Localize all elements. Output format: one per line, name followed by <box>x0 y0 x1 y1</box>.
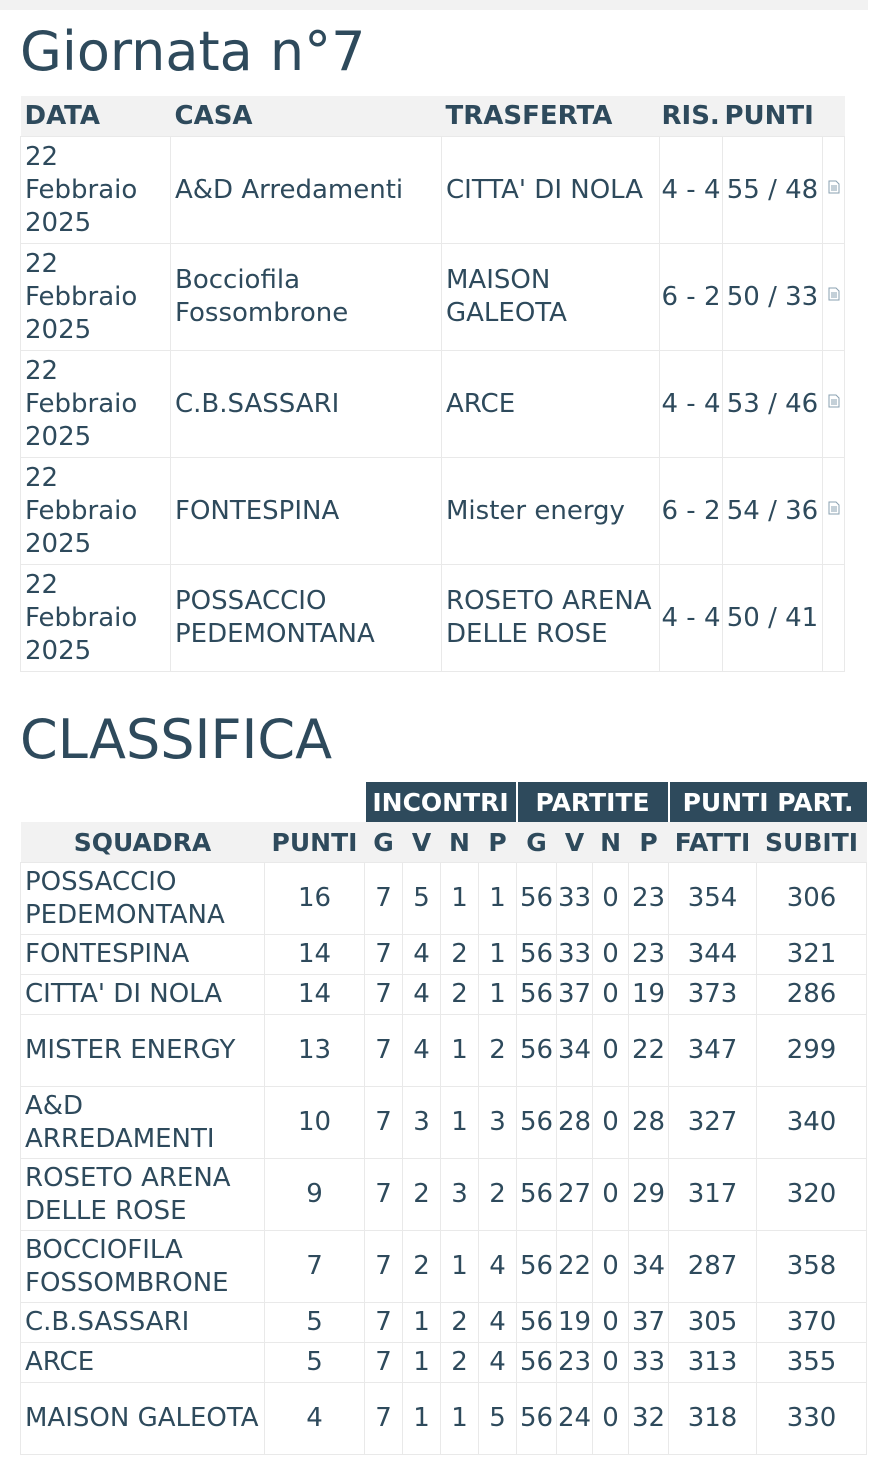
table-row <box>21 1159 867 1231</box>
table-row <box>21 1383 867 1455</box>
stat-punti: 16 <box>265 863 365 935</box>
home-team: FONTESPINA <box>171 458 442 565</box>
match-points: 54 / 36 <box>723 458 823 565</box>
header-squadra: SQUADRA <box>21 822 265 863</box>
header-ris: RIS. <box>660 96 723 137</box>
fixtures-header-row <box>21 96 845 137</box>
header-data: DATA <box>21 96 171 137</box>
group-header-row <box>21 782 867 822</box>
stat-punti: 14 <box>265 975 365 1015</box>
document-icon[interactable] <box>823 137 845 244</box>
stat-g: 7 <box>365 1231 403 1303</box>
stat-subiti: 330 <box>757 1383 867 1455</box>
stat-pp: 19 <box>629 975 669 1015</box>
stat-p: 4 <box>479 1343 517 1383</box>
stat-g: 7 <box>365 1383 403 1455</box>
stat-pv: 33 <box>557 863 593 935</box>
stat-pv: 27 <box>557 1159 593 1231</box>
away-team: ARCE <box>442 351 660 458</box>
stat-p: 5 <box>479 1383 517 1455</box>
stat-v: 4 <box>403 975 441 1015</box>
stat-pn: 0 <box>593 935 629 975</box>
group-partite: PARTITE <box>517 782 669 822</box>
stat-g: 7 <box>365 1343 403 1383</box>
group-empty <box>21 782 265 822</box>
match-points: 53 / 46 <box>723 351 823 458</box>
header-fatti: FATTI <box>669 822 757 863</box>
stat-pn: 0 <box>593 1087 629 1159</box>
stat-g: 7 <box>365 1015 403 1087</box>
team-name: C.B.SASSARI <box>21 1303 265 1343</box>
stat-v: 4 <box>403 1015 441 1087</box>
team-name: ARCE <box>21 1343 265 1383</box>
stat-n: 1 <box>441 863 479 935</box>
stat-g: 7 <box>365 1159 403 1231</box>
stat-pn: 0 <box>593 1015 629 1087</box>
stat-pg: 56 <box>517 1087 557 1159</box>
stat-fatti: 344 <box>669 935 757 975</box>
table-row <box>21 935 867 975</box>
stat-pp: 34 <box>629 1231 669 1303</box>
stat-punti: 5 <box>265 1303 365 1343</box>
home-team: A&D Arredamenti <box>171 137 442 244</box>
stat-n: 3 <box>441 1159 479 1231</box>
stat-g: 7 <box>365 1303 403 1343</box>
stat-p: 4 <box>479 1231 517 1303</box>
stat-v: 1 <box>403 1343 441 1383</box>
match-points: 50 / 33 <box>723 244 823 351</box>
stat-fatti: 327 <box>669 1087 757 1159</box>
document-icon[interactable] <box>823 458 845 565</box>
stat-pp: 22 <box>629 1015 669 1087</box>
table-row <box>21 458 845 565</box>
stat-v: 2 <box>403 1231 441 1303</box>
header-p: P <box>479 822 517 863</box>
home-team: Bocciofila Fossombrone <box>171 244 442 351</box>
header-pg: G <box>517 822 557 863</box>
stat-subiti: 321 <box>757 935 867 975</box>
away-team: ROSETO ARENA DELLE ROSE <box>442 565 660 672</box>
table-row <box>21 975 867 1015</box>
match-result: 4 - 4 <box>660 565 723 672</box>
stat-pg: 56 <box>517 1231 557 1303</box>
stat-pn: 0 <box>593 975 629 1015</box>
stat-v: 3 <box>403 1087 441 1159</box>
stat-n: 1 <box>441 1383 479 1455</box>
stat-subiti: 358 <box>757 1231 867 1303</box>
stat-fatti: 313 <box>669 1343 757 1383</box>
stat-p: 1 <box>479 863 517 935</box>
header-casa: CASA <box>171 96 442 137</box>
stat-pp: 28 <box>629 1087 669 1159</box>
stat-fatti: 347 <box>669 1015 757 1087</box>
stat-subiti: 355 <box>757 1343 867 1383</box>
team-name: MISTER ENERGY <box>21 1015 265 1087</box>
header-g: G <box>365 822 403 863</box>
stat-fatti: 287 <box>669 1231 757 1303</box>
header-subiti: SUBITI <box>757 822 867 863</box>
stat-pg: 56 <box>517 975 557 1015</box>
stat-pn: 0 <box>593 1231 629 1303</box>
stat-pv: 33 <box>557 935 593 975</box>
stat-n: 2 <box>441 935 479 975</box>
away-team: CITTA' DI NOLA <box>442 137 660 244</box>
stat-pp: 23 <box>629 863 669 935</box>
stat-pv: 19 <box>557 1303 593 1343</box>
header-punti: PUNTI <box>265 822 365 863</box>
stat-pg: 56 <box>517 1015 557 1087</box>
group-incontri: INCONTRI <box>365 782 517 822</box>
stat-punti: 7 <box>265 1231 365 1303</box>
table-row <box>21 1343 867 1383</box>
match-result: 6 - 2 <box>660 244 723 351</box>
stat-subiti: 340 <box>757 1087 867 1159</box>
empty-cell <box>823 565 845 672</box>
stat-punti: 9 <box>265 1159 365 1231</box>
stat-fatti: 318 <box>669 1383 757 1455</box>
stat-g: 7 <box>365 975 403 1015</box>
stat-pn: 0 <box>593 1343 629 1383</box>
stat-pv: 37 <box>557 975 593 1015</box>
match-result: 4 - 4 <box>660 351 723 458</box>
stat-p: 1 <box>479 975 517 1015</box>
match-date: 22 Febbraio 2025 <box>21 565 171 672</box>
stat-n: 1 <box>441 1231 479 1303</box>
stat-p: 3 <box>479 1087 517 1159</box>
stat-fatti: 317 <box>669 1159 757 1231</box>
stat-pg: 56 <box>517 935 557 975</box>
match-date: 22 Febbraio 2025 <box>21 351 171 458</box>
group-empty <box>265 782 365 822</box>
stat-p: 2 <box>479 1159 517 1231</box>
standings-header-row <box>21 822 867 863</box>
stat-pp: 29 <box>629 1159 669 1231</box>
stat-pv: 23 <box>557 1343 593 1383</box>
header-punti: PUNTI <box>723 96 823 137</box>
stat-pg: 56 <box>517 863 557 935</box>
stat-pp: 23 <box>629 935 669 975</box>
stat-v: 4 <box>403 935 441 975</box>
match-points: 55 / 48 <box>723 137 823 244</box>
stat-v: 5 <box>403 863 441 935</box>
stat-p: 4 <box>479 1303 517 1343</box>
stat-pp: 33 <box>629 1343 669 1383</box>
stat-pn: 0 <box>593 1383 629 1455</box>
header-v: V <box>403 822 441 863</box>
match-result: 6 - 2 <box>660 458 723 565</box>
stat-subiti: 286 <box>757 975 867 1015</box>
home-team: C.B.SASSARI <box>171 351 442 458</box>
stat-n: 1 <box>441 1015 479 1087</box>
stat-subiti: 306 <box>757 863 867 935</box>
stat-g: 7 <box>365 935 403 975</box>
stat-v: 2 <box>403 1159 441 1231</box>
stat-punti: 5 <box>265 1343 365 1383</box>
match-date: 22 Febbraio 2025 <box>21 137 171 244</box>
table-row <box>21 565 845 672</box>
stat-punti: 10 <box>265 1087 365 1159</box>
match-points: 50 / 41 <box>723 565 823 672</box>
standings-table <box>20 782 867 1455</box>
table-row <box>21 1303 867 1343</box>
header-empty <box>823 96 845 137</box>
stat-fatti: 354 <box>669 863 757 935</box>
table-row <box>21 351 845 458</box>
stat-g: 7 <box>365 863 403 935</box>
stat-pv: 24 <box>557 1383 593 1455</box>
stat-g: 7 <box>365 1087 403 1159</box>
fixtures-table <box>20 96 845 672</box>
stat-p: 2 <box>479 1015 517 1087</box>
stat-pg: 56 <box>517 1159 557 1231</box>
stat-subiti: 320 <box>757 1159 867 1231</box>
header-pn: N <box>593 822 629 863</box>
team-name: BOCCIOFILA FOSSOMBRONE <box>21 1231 265 1303</box>
header-n: N <box>441 822 479 863</box>
header-trasferta: TRASFERTA <box>442 96 660 137</box>
table-row <box>21 137 845 244</box>
stat-fatti: 305 <box>669 1303 757 1343</box>
stat-subiti: 299 <box>757 1015 867 1087</box>
table-row <box>21 863 867 935</box>
stat-pp: 32 <box>629 1383 669 1455</box>
table-row <box>21 244 845 351</box>
stat-pn: 0 <box>593 863 629 935</box>
classifica-title: CLASSIFICA <box>20 708 333 771</box>
top-bar <box>0 0 868 10</box>
stat-n: 2 <box>441 975 479 1015</box>
match-date: 22 Febbraio 2025 <box>21 458 171 565</box>
stat-punti: 4 <box>265 1383 365 1455</box>
stat-n: 2 <box>441 1303 479 1343</box>
stat-pv: 28 <box>557 1087 593 1159</box>
stat-pg: 56 <box>517 1343 557 1383</box>
document-icon[interactable] <box>823 244 845 351</box>
stat-punti: 13 <box>265 1015 365 1087</box>
team-name: ROSETO ARENA DELLE ROSE <box>21 1159 265 1231</box>
team-name: POSSACCIO PEDEMONTANA <box>21 863 265 935</box>
stat-v: 1 <box>403 1303 441 1343</box>
team-name: CITTA' DI NOLA <box>21 975 265 1015</box>
away-team: MAISON GALEOTA <box>442 244 660 351</box>
stat-n: 2 <box>441 1343 479 1383</box>
table-row <box>21 1015 867 1087</box>
stat-punti: 14 <box>265 935 365 975</box>
away-team: Mister energy <box>442 458 660 565</box>
table-row <box>21 1087 867 1159</box>
stat-pg: 56 <box>517 1303 557 1343</box>
header-pv: V <box>557 822 593 863</box>
stat-n: 1 <box>441 1087 479 1159</box>
home-team: POSSACCIO PEDEMONTANA <box>171 565 442 672</box>
team-name: MAISON GALEOTA <box>21 1383 265 1455</box>
stat-pn: 0 <box>593 1159 629 1231</box>
match-date: 22 Febbraio 2025 <box>21 244 171 351</box>
stat-pp: 37 <box>629 1303 669 1343</box>
stat-fatti: 373 <box>669 975 757 1015</box>
team-name: FONTESPINA <box>21 935 265 975</box>
match-result: 4 - 4 <box>660 137 723 244</box>
table-row <box>21 1231 867 1303</box>
stat-pv: 34 <box>557 1015 593 1087</box>
stat-p: 1 <box>479 935 517 975</box>
stat-subiti: 370 <box>757 1303 867 1343</box>
stat-pv: 22 <box>557 1231 593 1303</box>
header-pp: P <box>629 822 669 863</box>
giornata-title: Giornata n°7 <box>20 20 366 83</box>
document-icon[interactable] <box>823 351 845 458</box>
stat-v: 1 <box>403 1383 441 1455</box>
group-punti-part: PUNTI PART. <box>669 782 867 822</box>
stat-pg: 56 <box>517 1383 557 1455</box>
stat-pn: 0 <box>593 1303 629 1343</box>
team-name: A&D ARREDAMENTI <box>21 1087 265 1159</box>
